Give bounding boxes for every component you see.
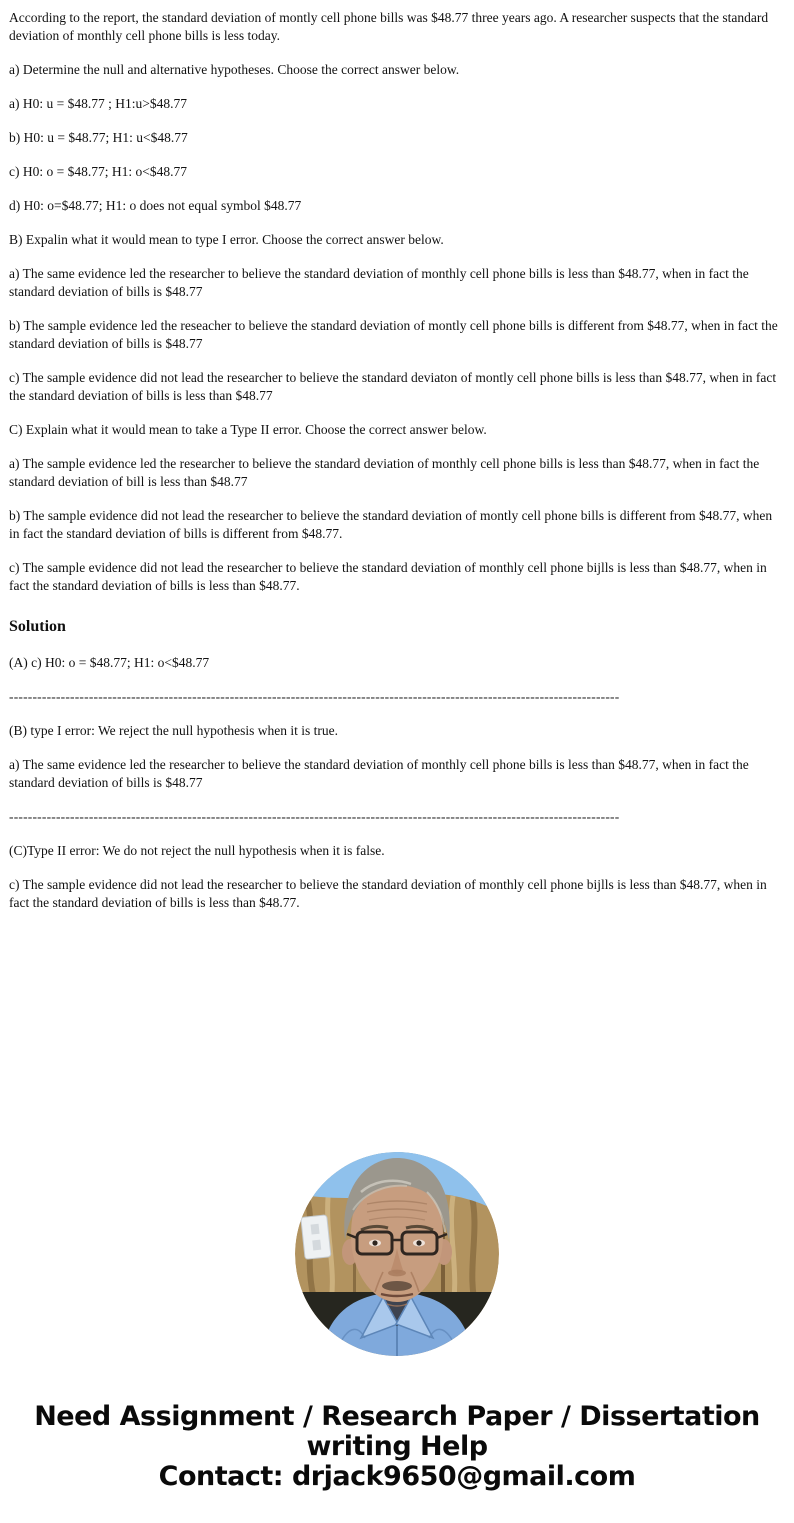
photo-switch-plate — [301, 1215, 331, 1259]
promo-heading-line-2: writing Help — [306, 1431, 488, 1462]
part-b-option-a: a) The same evidence led the researcher to believe the standard deviation of monthly cell phone bills is less than $48.77, when in fact the standard deviation of bills is $48.77 — [9, 266, 749, 299]
solution-heading: Solution — [9, 618, 66, 635]
part-c-option-c: c) The sample evidence did not lead the researcher to believe the standard deviation of monthly cell phone bijlls is less than $48.77, when in fact the standard deviation of bills is less than $48.77. — [9, 560, 767, 593]
solution-type2-answer: c) The sample evidence did not lead the researcher to believe the standard deviation of monthly cell phone bijlls is less than $48.77, when in fact the standard deviation of bills is less than $48.77. — [9, 877, 767, 910]
part-c-option-b: b) The sample evidence did not lead the researcher to believe the standard deviation of montly cell phone bills is different from $48.77, when in fact the standard deviation of bills is different from $48.77. — [9, 508, 773, 541]
divider-line: ---------------------------------------------------------------------------------------------------------------------------------- — [9, 809, 620, 824]
part-c-prompt: C) Explain what it would mean to take a Type II error. Choose the correct answer below. — [9, 422, 487, 437]
tutor-photo-illustration — [295, 1152, 499, 1356]
promo-footer — [0, 1402, 794, 1492]
solution-type2-definition: (C)Type II error: We do not reject the null hypothesis when it is false. — [9, 843, 385, 858]
part-a-option-b: b) H0: u = $48.77; H1: u<$48.77 — [9, 130, 188, 145]
part-a-option-d: d) H0: o=$48.77; H1: o does not equal symbol $48.77 — [9, 198, 302, 213]
part-a-option-a: a) H0: u = $48.77 ; H1:u>$48.77 — [9, 96, 187, 111]
part-a-prompt: a) Determine the null and alternative hypotheses. Choose the correct answer below. — [9, 62, 460, 77]
divider-line: ---------------------------------------------------------------------------------------------------------------------------------- — [9, 689, 620, 704]
part-a-option-c: c) H0: o = $48.77; H1: o<$48.77 — [9, 164, 187, 179]
tutor-photo — [295, 1152, 499, 1356]
promo-contact-email: Contact: drjack9650@gmail.com — [158, 1461, 636, 1492]
part-b-option-c: c) The sample evidence did not lead the researcher to believe the standard deviaton of montly cell phone bills is less than $48.77, when in fact the standard deviation of bills is less than $48.77 — [9, 370, 777, 403]
solution-type1-answer: a) The same evidence led the researcher to believe the standard deviation of monthly cell phone bills is less than $48.77, when in fact the standard deviation of bills is $48.77 — [9, 757, 749, 790]
problem-and-solution-text — [9, 9, 785, 928]
part-c-option-a: a) The sample evidence led the researcher to believe the standard deviation of monthly cell phone bills is less than $48.77, when in fact the standard deviation of bill is less than $48.77 — [9, 456, 760, 489]
part-b-option-b: b) The sample evidence led the reseacher to believe the standard deviation of montly cell phone bills is different from $48.77, when in fact the standard deviation of bills is $48.77 — [9, 318, 778, 351]
part-b-prompt: B) Expalin what it would mean to type I error. Choose the correct answer below. — [9, 232, 444, 247]
promo-heading-line-1: Need Assignment / Research Paper / Dissertation — [34, 1401, 760, 1432]
solution-type1-definition: (B) type I error: We reject the null hypothesis when it is true. — [9, 723, 338, 738]
problem-intro: According to the report, the standard deviation of montly cell phone bills was $48.77 three years ago. A researcher suspects that the standard deviation of monthly cell phone bills is less today. — [9, 10, 769, 43]
solution-answer-a: (A) c) H0: o = $48.77; H1: o<$48.77 — [9, 655, 210, 670]
